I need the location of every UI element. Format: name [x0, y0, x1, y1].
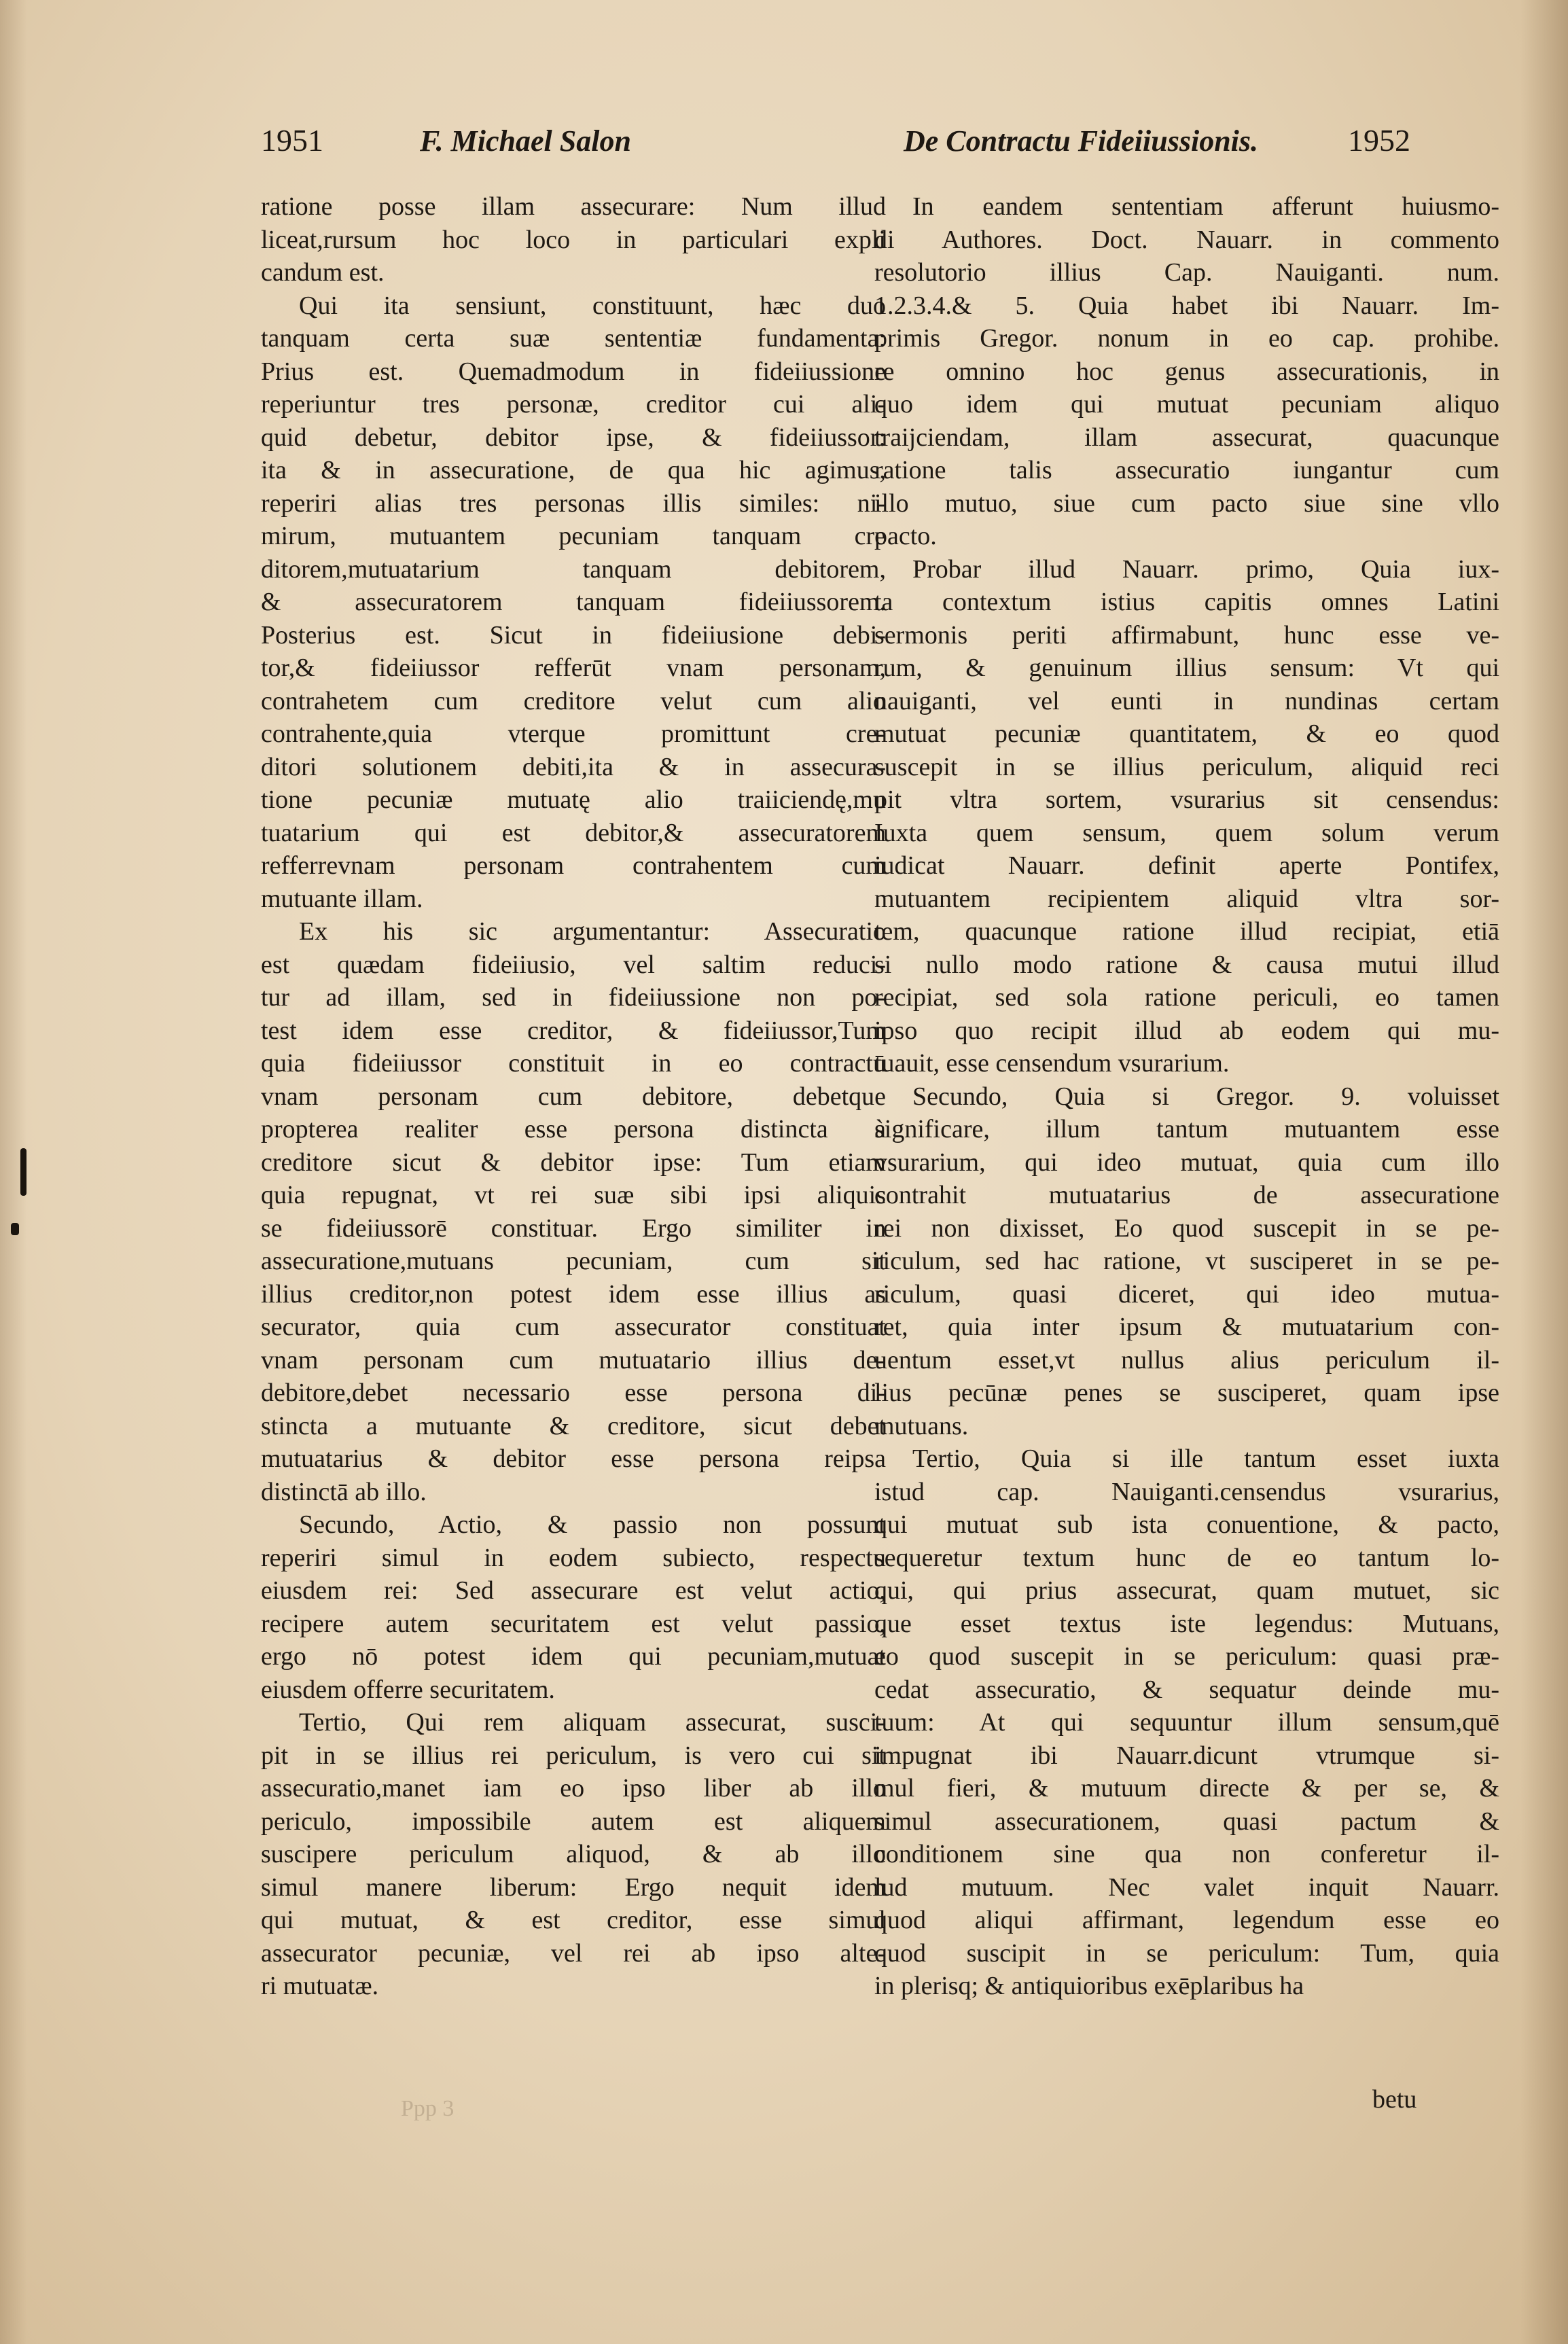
text-line: que esset textus iste legendus: Mutuans,	[874, 1609, 1499, 1638]
text-line: ri mutuatæ.	[261, 1972, 379, 2000]
paragraph	[261, 190, 886, 289]
text-line: tem, quacunque ratione illud recipiat, etiā	[874, 917, 1499, 946]
text-line: est quædam fideiiusio, vel saltim reduci-	[261, 950, 886, 979]
left-text-column	[261, 190, 886, 2003]
text-line: iudicat Nauarr. definit aperte Pontifex,	[874, 851, 1499, 880]
text-line: riculum, quasi diceret, qui ideo mutua-	[874, 1279, 1499, 1309]
text-line: quia repugnat, vt rei suæ sibi ipsi aliquis	[261, 1181, 886, 1209]
text-line: rei non dixisset, Eo quod suscepit in se pe-	[874, 1213, 1499, 1243]
text-line: recipiat, sed sola ratione periculi, eo tamen	[874, 983, 1499, 1012]
text-line: Posterius est. Sicut in fideiiusione debi-	[261, 620, 886, 650]
text-line: simul assecurationem, quasi pactum &	[874, 1807, 1499, 1836]
text-line: ipso quo recipit illud ab eodem qui mu-	[874, 1016, 1499, 1045]
paragraph	[261, 915, 886, 1508]
text-line: di Authores. Doct. Nauarr. in commento	[874, 225, 1499, 254]
text-line: stincta a mutuante & creditore, sicut debet	[261, 1411, 886, 1440]
text-line: ratione talis assecuratio iungantur cum	[874, 456, 1499, 484]
text-line: nauiganti, vel eunti in nundinas certam	[874, 686, 1499, 715]
text-line: illius creditor,non potest idem esse illius as	[261, 1279, 886, 1309]
text-line: Qui ita sensiunt, constituunt, hæc duo	[299, 291, 886, 320]
text-line: Tertio, Quia si ille tantum esset iuxta	[912, 1444, 1499, 1473]
text-line: mutuantem recipientem aliquid vltra sor-	[874, 884, 1499, 913]
text-line: periculo, impossibile autem est aliquem	[261, 1807, 886, 1836]
paragraph	[261, 1508, 886, 1706]
text-line: si nullo modo ratione & causa mutui illud	[874, 950, 1499, 979]
right-running-head	[904, 122, 1410, 177]
text-line: pit vltra sortem, vsurarius sit censendus:	[874, 785, 1499, 814]
text-line: tor,& fideiiussor refferūt vnam personam,	[261, 654, 886, 682]
text-line: sequeretur textum hunc de eo tantum lo-	[874, 1543, 1499, 1572]
text-line: In eandem sententiam afferunt huiusmo-	[912, 192, 1499, 221]
text-line: illo mutuo, siue cum pacto siue sine vllo	[874, 489, 1499, 518]
right-running-title: De Contractu Fideiiussionis.	[904, 124, 1259, 158]
text-line: creditore sicut & debitor ipse: Tum etiam	[261, 1148, 886, 1177]
text-line: vsurarium, qui ideo mutuat, quia cum illo	[874, 1148, 1499, 1177]
text-line: qui mutuat sub ista conuentione, & pacto,	[874, 1510, 1499, 1539]
margin-ink-mark	[20, 1148, 26, 1196]
text-line: eiusdem offerre securitatem.	[261, 1675, 555, 1704]
text-line: mutuans.	[874, 1411, 969, 1440]
text-line: cedat assecuratio, & sequatur deinde mu-	[874, 1675, 1499, 1704]
text-line: primis Gregor. nonum in eo cap. prohibe.	[874, 324, 1499, 353]
text-line: traijciendam, illam assecurat, quacunque	[874, 423, 1499, 452]
text-line: Secundo, Quia si Gregor. 9. voluisset	[912, 1082, 1499, 1111]
text-line: significare, illum tantum mutuantem esse	[874, 1115, 1499, 1143]
text-line: ergo nō potest idem qui pecuniam,mutuat	[261, 1642, 886, 1671]
text-line: suscepit in se illius periculum, aliquid reci	[874, 752, 1499, 781]
text-line: refferrevnam personam contrahentem cum	[261, 851, 886, 880]
text-line: reperiri alias tres personas illis similes: ni-	[261, 489, 886, 518]
text-line: contrahit mutuatarius de assecuratione	[874, 1181, 1499, 1209]
text-line: candum est.	[261, 258, 385, 287]
text-line: pit in se illius rei periculum, is vero cui sit	[261, 1741, 886, 1770]
paragraph	[261, 1706, 886, 2003]
text-line: reperiuntur tres personæ, creditor cui ali-	[261, 390, 886, 419]
text-line: liceat,rursum hoc loco in particulari expli	[261, 225, 886, 254]
text-line: quod aliqui affirmant, legendum esse eo	[874, 1906, 1499, 1934]
text-line: lud mutuum. Nec valet inquit Nauarr.	[874, 1872, 1499, 1902]
paragraph	[874, 1080, 1499, 1443]
text-line: tuatarium qui est debitor,& assecuratorem	[261, 818, 886, 847]
text-line: vnam personam cum debitore, debetque	[261, 1082, 886, 1111]
page-edge-shadow-right	[1520, 0, 1568, 2344]
text-line: tione pecuniæ mutuatę alio traiiciendę,mu	[261, 785, 886, 814]
text-line: mirum, mutuantem pecuniam tanquam cre	[261, 522, 886, 550]
text-line: assecuratio,manet iam eo ipso liber ab illo	[261, 1774, 886, 1803]
text-line: resolutorio illius Cap. Nauiganti. num.	[874, 258, 1499, 287]
left-page-number: 1951	[261, 123, 323, 158]
right-text-column	[874, 190, 1499, 2003]
text-line: impugnat ibi Nauarr.dicunt vtrumque si-	[874, 1741, 1499, 1770]
text-line: Prius est. Quemadmodum in fideiiussione	[261, 357, 886, 386]
paragraph	[874, 190, 1499, 553]
right-page-number: 1952	[1348, 123, 1411, 158]
catchword: betu	[1372, 2085, 1417, 2114]
text-line: mul fieri, & mutuum directe & per se, &	[874, 1774, 1499, 1803]
text-line: vnam personam cum mutuatario illius de-	[261, 1345, 886, 1374]
left-running-title: F. Michael Salon	[420, 124, 631, 158]
text-line: qui, qui prius assecurat, quam mutuet, sic	[874, 1576, 1499, 1605]
text-line: tur ad illam, sed in fideiiussione non po-	[261, 983, 886, 1012]
text-line: 1.2.3.4.& 5. Quia habet ibi Nauarr. Im-	[874, 291, 1499, 320]
text-line: & assecuratorem tanquam fideiiussorem.	[261, 588, 886, 616]
text-line: tanquam certa suæ sententiæ fundamenta:	[261, 324, 886, 353]
text-line: quod suscipit in se periculum: Tum, quia	[874, 1938, 1499, 1968]
text-line: simul manere liberum: Ergo nequit idem	[261, 1872, 886, 1902]
text-line: quo idem qui mutuat pecuniam aliquo	[874, 390, 1499, 419]
text-line: conditionem sine qua non conferetur il-	[874, 1840, 1499, 1868]
text-line: qui mutuat, & est creditor, esse simul	[261, 1906, 886, 1934]
text-line: ratione posse illam assecurare: Num illud	[261, 192, 886, 221]
text-line: Iuxta quem sensum, quem solum verum	[874, 818, 1499, 847]
text-line: mutuat pecuniæ quantitatem, & eo quod	[874, 720, 1499, 748]
text-line: eiusdem rei: Sed assecurare est velut actio,	[261, 1576, 886, 1605]
text-line: suscipere periculum aliquod, & ab illo	[261, 1840, 886, 1868]
text-line: tuauit, esse censendum vsurarium.	[874, 1049, 1230, 1078]
text-line: ditori solutionem debiti,ita & in assecura-	[261, 752, 886, 781]
text-line: tuum: At qui sequuntur illum sensum,quē	[874, 1708, 1499, 1737]
text-line: in plerisq; & antiquioribus exēplaribus ha	[874, 1972, 1304, 2000]
text-line: ret, quia inter ipsum & mutuatarium con-	[874, 1313, 1499, 1341]
text-line: sermonis periti affirmabunt, hunc esse ve-	[874, 620, 1499, 650]
text-line: Ex his sic argumentantur: Assecuratio	[299, 917, 886, 946]
text-line: Tertio, Qui rem aliquam assecurat, susci-	[299, 1708, 886, 1737]
text-line: ditorem,mutuatarium tanquam debitorem,	[261, 554, 886, 584]
text-line: pacto.	[874, 522, 937, 550]
text-line: recipere autem securitatem est velut passio,	[261, 1609, 886, 1638]
text-line: Probar illud Nauarr. primo, Quia iux-	[912, 554, 1499, 584]
text-line: re omnino hoc genus assecurationis, in	[874, 357, 1499, 386]
left-running-head	[261, 122, 631, 177]
margin-ink-dot	[11, 1223, 19, 1235]
text-line: contrahetem cum creditore velut cum alio	[261, 686, 886, 715]
text-line: riculum, sed hac ratione, vt susciperet in se pe-	[874, 1247, 1499, 1275]
text-line: mutuatarius & debitor esse persona reipsa	[261, 1444, 886, 1473]
paragraph	[874, 1442, 1499, 2003]
text-line: securator, quia cum assecurator constituat	[261, 1313, 886, 1341]
text-line: Secundo, Actio, & passio non possunt	[299, 1510, 886, 1539]
text-line: se fideiiussorē constituar. Ergo similiter in	[261, 1213, 886, 1243]
text-line: istud cap. Nauiganti.censendus vsurarius,	[874, 1477, 1499, 1506]
text-line: quia fideiiussor constituit in eo contractū	[261, 1049, 886, 1078]
text-line: distinctā ab illo.	[261, 1477, 427, 1506]
text-line: debitore,debet necessario esse persona di-	[261, 1379, 886, 1407]
text-line: uentum esset,vt nullus alius periculum il-	[874, 1345, 1499, 1374]
paragraph	[874, 553, 1499, 1080]
paragraph	[261, 289, 886, 916]
text-line: ita & in assecuratione, de qua hic agimus,	[261, 456, 886, 484]
text-line: eo quod suscepit in se periculum: quasi præ-	[874, 1642, 1499, 1671]
text-line: quid debetur, debitor ipse, & fideiiussor:	[261, 423, 886, 452]
text-line: propterea realiter esse persona distincta à	[261, 1115, 886, 1143]
text-line: mutuante illam.	[261, 884, 423, 913]
text-line: assecuratione,mutuans pecuniam, cum sit	[261, 1247, 886, 1275]
text-line: ta contextum istius capitis omnes Latini	[874, 588, 1499, 616]
text-line: contrahente,quia vterque promittunt cre-	[261, 720, 886, 748]
text-line: test idem esse creditor, & fideiiussor,Tum	[261, 1016, 886, 1045]
text-line: lius pecūnæ penes se susciperet, quam ipse	[874, 1379, 1499, 1407]
text-line: assecurator pecuniæ, vel rei ab ipso alte-	[261, 1938, 886, 1968]
text-line: reperiri simul in eodem subiecto, respectu	[261, 1543, 886, 1572]
text-line: rum, & genuinum illius sensum: Vt qui	[874, 654, 1499, 682]
signature-mark: Ppp 3	[401, 2096, 455, 2121]
